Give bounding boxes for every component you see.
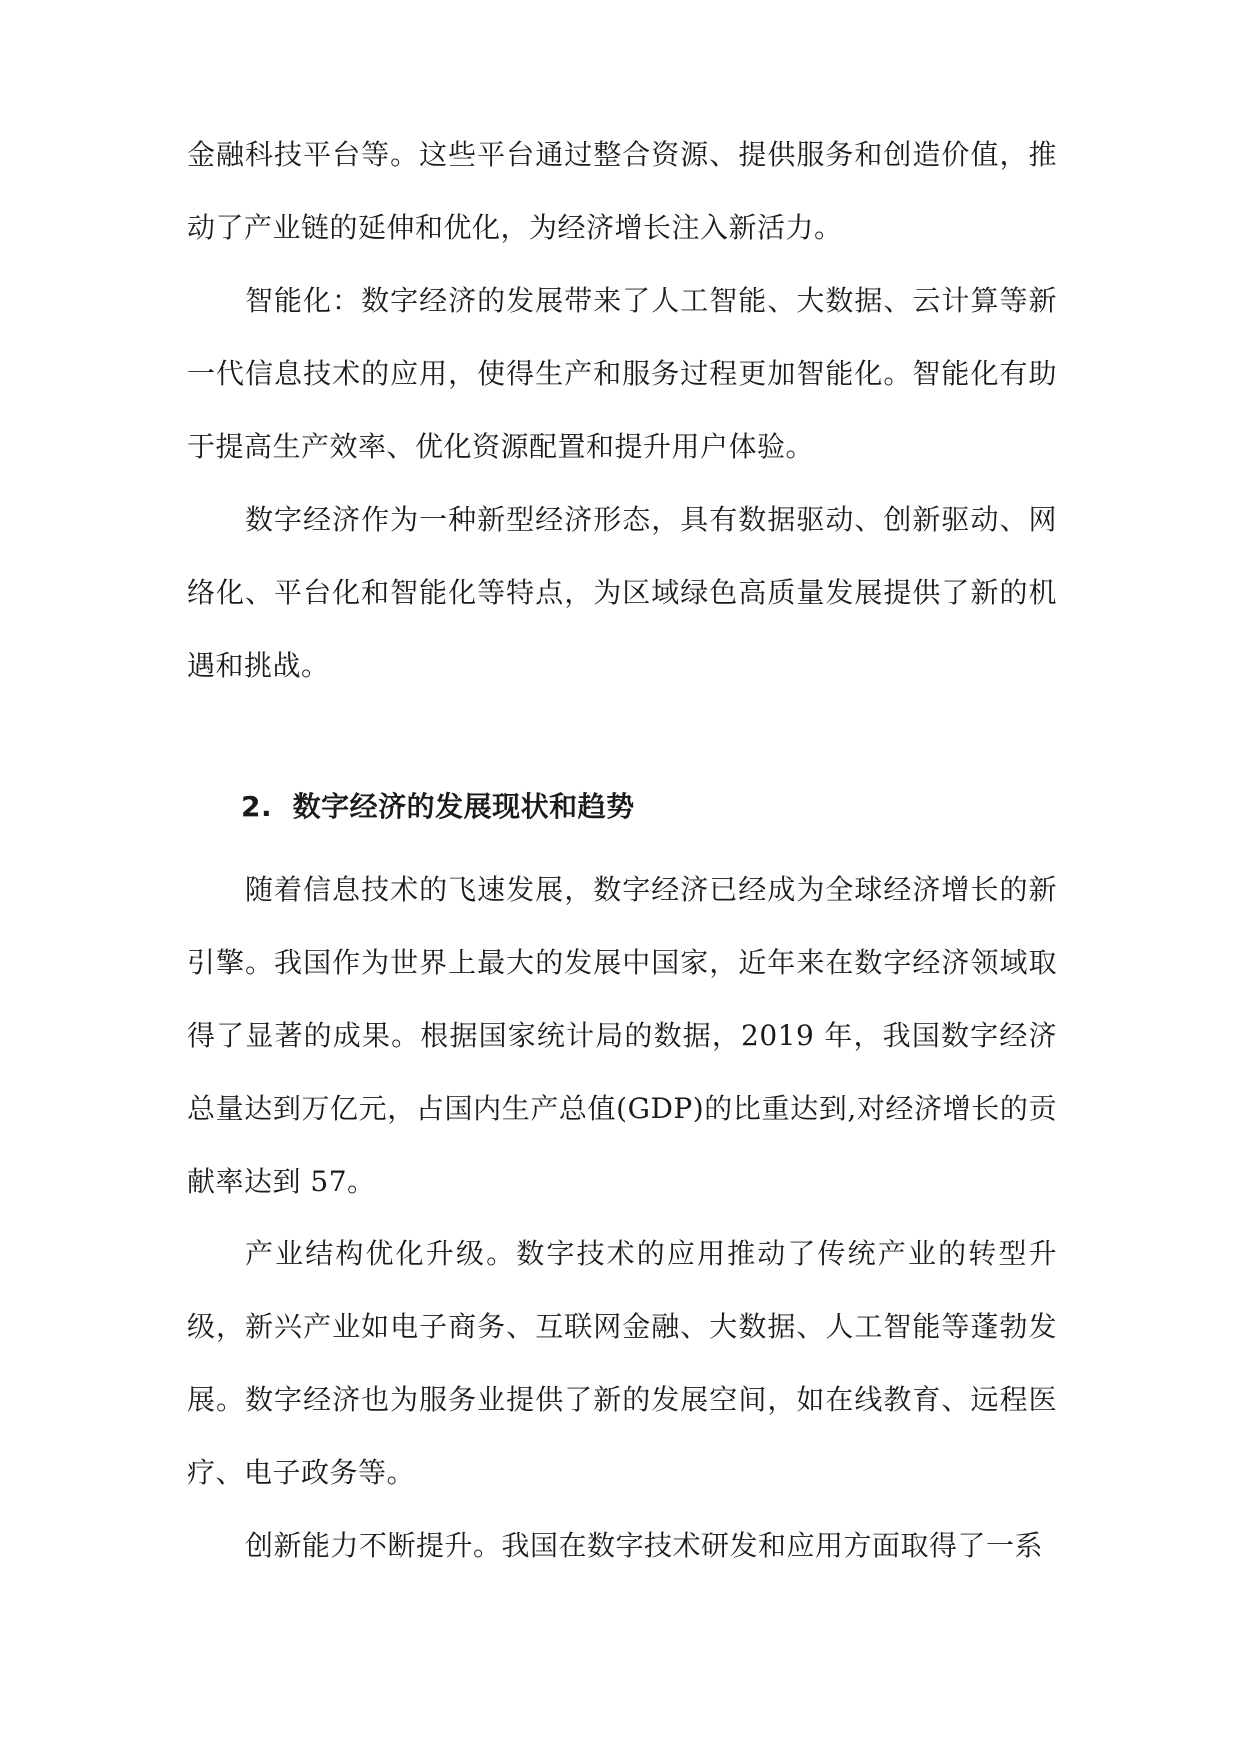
section-number: 2. — [241, 790, 273, 823]
paragraph-industrial-upgrade: 产业结构优化升级。数字技术的应用推动了传统产业的转型升级，新兴产业如电子商务、互联网金融、大数据、人工智能等蓬勃发展。数字经济也为服务业提供了新的发展空间，如在线教育、远程医疗、电子政务等。 — [187, 1237, 1057, 1489]
paragraph-digital-economy-features: 数字经济作为一种新型经济形态，具有数据驱动、创新驱动、网络化、平台化和智能化等特点，为区域绿色高质量发展提供了新的机遇和挑战。 — [187, 503, 1057, 682]
paragraph-development-status: 随着信息技术的飞速发展，数字经济已经成为全球经济增长的新引擎。我国作为世界上最大的发展中国家，近年来在数字经济领域取得了显著的成果。根据国家统计局的数据，2019 年，我国数字经济总量达到万亿元，占国内生产总值(GDP)的比重达到,对经济增长的贡献率达到 57。 — [187, 873, 1057, 1198]
paragraph-innovation-capacity: 创新能力不断提升。我国在数字技术研发和应用方面取得了一系 — [245, 1529, 1044, 1562]
section-heading — [241, 770, 635, 843]
paragraph-intelligence: 智能化：数字经济的发展带来了人工智能、大数据、云计算等新一代信息技术的应用，使得生产和服务过程更加智能化。智能化有助于提高生产效率、优化资源配置和提升用户体验。 — [187, 284, 1057, 463]
section-title: 数字经济的发展现状和趋势 — [292, 790, 635, 823]
paragraph-platforms-continued: 金融科技平台等。这些平台通过整合资源、提供服务和创造价值，推动了产业链的延伸和优化，为经济增长注入新活力。 — [187, 138, 1057, 244]
